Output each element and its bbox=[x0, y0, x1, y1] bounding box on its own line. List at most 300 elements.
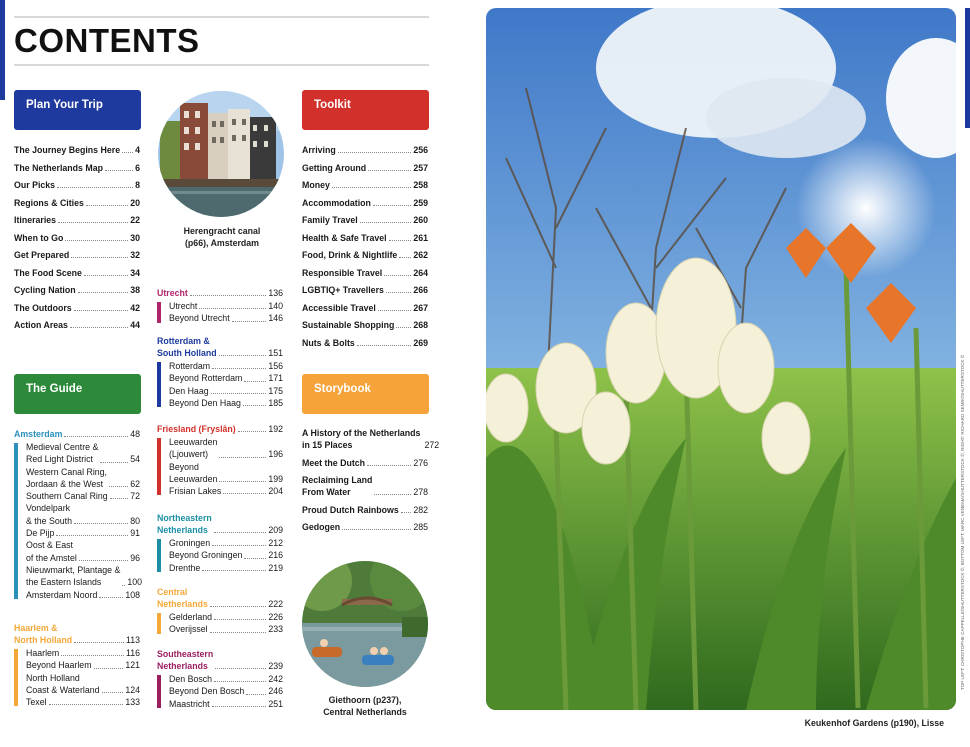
toc-entry-label: Health & Safe Travel bbox=[302, 232, 387, 243]
subsection-entry[interactable] bbox=[26, 466, 140, 491]
dot-leader bbox=[109, 486, 128, 487]
subsection-entry-label: Amsterdam Noord bbox=[26, 589, 98, 600]
toc-entry-page: 30 bbox=[130, 232, 140, 243]
storybook-entry[interactable] bbox=[302, 474, 428, 498]
subsection-entry-page: 219 bbox=[268, 562, 283, 573]
subsection-entry-label: Groningen bbox=[169, 538, 211, 548]
dot-leader bbox=[212, 706, 267, 707]
dot-leader bbox=[84, 275, 128, 276]
subsection-entry-page: 72 bbox=[130, 491, 140, 502]
toc-entry-label: Get Prepared bbox=[14, 250, 70, 260]
subsection-entry-page: 121 bbox=[125, 660, 140, 671]
plan-your-trip-list bbox=[14, 142, 140, 335]
region-heading[interactable] bbox=[157, 512, 283, 536]
toc-entry[interactable] bbox=[302, 265, 428, 283]
subsection-entry-page: 226 bbox=[268, 612, 283, 622]
subsection-entry-label: Overijssel bbox=[169, 624, 208, 635]
dot-leader bbox=[79, 560, 128, 561]
dot-leader bbox=[378, 310, 411, 311]
keukenhof-tulips-photo bbox=[486, 8, 956, 710]
subsection-entry[interactable] bbox=[169, 623, 283, 635]
keukenhof-caption: Keukenhof Gardens (p190), Lisse bbox=[804, 718, 944, 728]
toc-entry-page: 257 bbox=[413, 162, 428, 173]
herengracht-photo bbox=[158, 91, 284, 217]
toolkit-list bbox=[302, 142, 428, 352]
subsection-entry[interactable] bbox=[26, 696, 140, 708]
plan-your-trip-header: Plan Your Trip bbox=[14, 90, 141, 130]
toc-entry-label: Family Travel bbox=[302, 215, 358, 225]
dot-leader bbox=[56, 535, 128, 536]
toc-entry-page: 259 bbox=[413, 197, 428, 208]
subsection-entry-page: 156 bbox=[268, 361, 283, 371]
toc-entry-label: The Journey Begins Here bbox=[14, 145, 121, 155]
toc-entry-label: Arriving bbox=[302, 145, 336, 155]
subsection-entry-page: 80 bbox=[130, 515, 140, 526]
region-heading-page: 192 bbox=[268, 424, 283, 434]
dot-leader bbox=[74, 310, 129, 311]
region-heading-page: 136 bbox=[268, 288, 283, 298]
dot-leader bbox=[122, 152, 133, 153]
toc-entry-page: 269 bbox=[413, 337, 428, 348]
region-heading-label: Northeastern Netherlands bbox=[157, 513, 212, 535]
dot-leader bbox=[332, 187, 411, 188]
toc-entry-page: 6 bbox=[135, 162, 140, 173]
toc-entry[interactable] bbox=[14, 300, 140, 318]
giethoorn-caption: Giethoorn (p237), Central Netherlands bbox=[323, 695, 407, 717]
toc-entry[interactable] bbox=[14, 212, 140, 230]
region-color-bar bbox=[14, 649, 18, 706]
dot-leader bbox=[219, 481, 266, 482]
region-southeastern-netherlands bbox=[157, 648, 283, 710]
dot-leader bbox=[202, 570, 266, 571]
subsection-entry-label: Utrecht bbox=[169, 301, 198, 311]
storybook-entry-page: 285 bbox=[413, 522, 428, 532]
toc-entry-label: Accessible Travel bbox=[302, 302, 376, 313]
toc-entry-label: Regions & Cities bbox=[14, 197, 84, 208]
dot-leader bbox=[215, 668, 266, 669]
subsection-entry-label: Beyond Den Haag bbox=[169, 397, 241, 408]
toc-entry-page: 32 bbox=[130, 250, 140, 260]
photo-credit bbox=[958, 300, 966, 690]
toc-entry-page: 262 bbox=[413, 250, 428, 260]
dot-leader bbox=[246, 694, 266, 695]
toc-entry-label: Responsible Travel bbox=[302, 267, 383, 278]
region-subsections bbox=[157, 360, 283, 409]
dot-leader bbox=[110, 498, 129, 499]
dot-leader bbox=[100, 462, 128, 463]
subsection-entry-label: Oost & East of the Amstel bbox=[26, 540, 77, 563]
toc-entry-page: 42 bbox=[130, 302, 140, 313]
subsection-entry-page: 133 bbox=[125, 697, 140, 708]
toc-entry[interactable] bbox=[302, 247, 428, 265]
region-subsections bbox=[14, 441, 143, 601]
dot-leader bbox=[74, 523, 128, 524]
region-subsections bbox=[14, 647, 140, 708]
toc-entry-label: When to Go bbox=[14, 232, 64, 243]
photo-credit-text: TOP LEFT: CHRISTOPHE CAPPELLE/SHUTTERSTOCK ©; BOTTOM LEFT: MARC VENEMA/SHUTTERSTOCK ©; RIGHT: RICHARD SEMIK/SHUTTERSTOCK © bbox=[960, 354, 965, 690]
subsection-entry-page: 251 bbox=[268, 698, 283, 709]
dot-leader bbox=[65, 240, 128, 241]
toc-entry-label: Itineraries bbox=[14, 215, 57, 225]
region-color-bar bbox=[14, 443, 18, 599]
dot-leader bbox=[401, 512, 412, 513]
subsection-entry-page: 199 bbox=[268, 473, 283, 484]
dot-leader bbox=[223, 493, 266, 494]
region-subsections bbox=[157, 673, 283, 710]
subsection-entry-page: 108 bbox=[125, 589, 140, 600]
region-heading[interactable] bbox=[157, 648, 283, 672]
storybook-list bbox=[302, 427, 440, 539]
dot-leader bbox=[368, 170, 411, 171]
subsection-entry-page: 212 bbox=[268, 538, 283, 548]
subsection-entry[interactable] bbox=[26, 647, 140, 659]
dot-leader bbox=[389, 240, 412, 241]
subsection-entry[interactable] bbox=[169, 549, 283, 561]
toc-entry[interactable] bbox=[302, 212, 428, 230]
toc-entry[interactable] bbox=[302, 335, 428, 353]
region-heading-page: 239 bbox=[268, 661, 283, 671]
region-color-bar bbox=[157, 539, 161, 572]
subsection-entry-label: Vondelpark & the South bbox=[26, 503, 72, 526]
subsection-entry[interactable] bbox=[26, 527, 140, 539]
region-heading-page: 48 bbox=[130, 429, 140, 439]
subsection-entry[interactable] bbox=[26, 441, 140, 466]
subsection-entry[interactable] bbox=[26, 490, 140, 502]
subsection-entry-page: 216 bbox=[268, 550, 283, 561]
dot-leader bbox=[58, 222, 128, 223]
toc-entry[interactable] bbox=[14, 195, 140, 213]
subsection-entry-page: 54 bbox=[130, 454, 140, 465]
subsection-entry[interactable] bbox=[26, 659, 140, 671]
dot-leader bbox=[338, 152, 412, 153]
dot-leader bbox=[374, 494, 411, 495]
subsection-entry-page: 100 bbox=[127, 577, 143, 588]
toc-entry-page: 44 bbox=[130, 320, 140, 330]
dot-leader bbox=[244, 558, 266, 559]
toc-entry-label: The Food Scene bbox=[14, 267, 82, 278]
region-heading[interactable] bbox=[14, 622, 140, 646]
storybook-entry-label: A History of the Netherlands in 15 Places bbox=[302, 428, 421, 450]
subsection-entry[interactable] bbox=[169, 562, 283, 574]
region-subsections bbox=[157, 611, 283, 636]
toc-entry-label: Cycling Nation bbox=[14, 285, 76, 295]
region-subsections bbox=[157, 436, 283, 497]
dot-leader bbox=[61, 655, 124, 656]
toc-entry[interactable] bbox=[14, 247, 140, 265]
dot-leader bbox=[105, 170, 133, 171]
region-heading-page: 113 bbox=[125, 635, 140, 645]
right-edge-accent bbox=[965, 8, 970, 128]
subsection-entry-label: Nieuwmarkt, Plantage & the Eastern Islands bbox=[26, 564, 121, 588]
region-heading-page: 209 bbox=[268, 525, 283, 535]
region-heading-label: Friesland (Fryslân) bbox=[157, 424, 236, 434]
subsection-entry-page: 242 bbox=[268, 674, 283, 684]
toc-entry[interactable] bbox=[14, 142, 140, 160]
dot-leader bbox=[71, 257, 128, 258]
region-heading-page: 222 bbox=[268, 599, 283, 609]
toc-entry-label: Sustainable Shopping bbox=[302, 320, 395, 330]
storybook-entry[interactable] bbox=[302, 521, 428, 533]
dot-leader bbox=[367, 465, 411, 466]
toc-entry-page: 256 bbox=[413, 145, 428, 155]
region-color-bar bbox=[157, 302, 161, 323]
toc-entry[interactable] bbox=[14, 230, 140, 248]
subsection-entry[interactable] bbox=[169, 537, 283, 549]
region-color-bar bbox=[157, 613, 161, 634]
subsection-entry-page: 246 bbox=[268, 686, 283, 697]
dot-leader bbox=[219, 355, 267, 356]
subsection-entry[interactable] bbox=[26, 502, 140, 527]
region-haarlem-north-holland bbox=[14, 622, 140, 708]
dot-leader bbox=[238, 431, 267, 432]
toc-entry-page: 34 bbox=[130, 267, 140, 278]
giethoorn-photo bbox=[302, 561, 428, 687]
region-utrecht bbox=[157, 287, 283, 325]
subsection-entry[interactable] bbox=[169, 673, 283, 685]
toc-entry-label: LGBTIQ+ Travellers bbox=[302, 285, 384, 295]
storybook-entry-label: Gedogen bbox=[302, 522, 341, 532]
page-title: CONTENTS bbox=[14, 22, 200, 59]
region-rotterdam-south-holland bbox=[157, 335, 283, 409]
storybook-entry-page: 278 bbox=[413, 487, 428, 497]
the-guide-header: The Guide bbox=[14, 374, 141, 414]
subsection-entry-label: Den Haag bbox=[169, 385, 209, 396]
region-heading[interactable] bbox=[14, 428, 140, 440]
toc-entry-label: Action Areas bbox=[14, 320, 68, 330]
dot-leader bbox=[78, 292, 129, 293]
toc-entry-page: 267 bbox=[413, 302, 428, 313]
subsection-entry-label: Beyond Den Bosch bbox=[169, 686, 245, 697]
storybook-header: Storybook bbox=[302, 374, 429, 414]
toc-entry[interactable] bbox=[14, 160, 140, 178]
title-rule bbox=[14, 64, 429, 66]
subsection-entry[interactable] bbox=[169, 611, 283, 623]
subsection-entry[interactable] bbox=[26, 589, 140, 601]
dot-leader bbox=[219, 457, 266, 458]
subsection-entry-page: 91 bbox=[130, 528, 140, 539]
toc-entry-page: 261 bbox=[413, 232, 428, 243]
region-heading-label: Utrecht bbox=[157, 288, 188, 298]
region-heading[interactable] bbox=[157, 586, 283, 610]
dot-leader bbox=[396, 327, 411, 328]
toc-entry[interactable] bbox=[14, 317, 140, 335]
toc-entry[interactable] bbox=[14, 282, 140, 300]
subsection-entry-label: Gelderland bbox=[169, 612, 213, 622]
dot-leader bbox=[357, 345, 412, 346]
subsection-entry-label: North Holland Coast & Waterland bbox=[26, 672, 100, 695]
toc-entry-page: 260 bbox=[413, 215, 428, 225]
subsection-entry[interactable] bbox=[169, 436, 283, 461]
storybook-entry-label: Reclaiming Land From Water bbox=[302, 475, 373, 497]
toc-entry[interactable] bbox=[302, 195, 428, 213]
dot-leader bbox=[70, 327, 128, 328]
toc-entry-label: The Outdoors bbox=[14, 302, 72, 313]
region-heading-label: Central Netherlands bbox=[157, 587, 208, 609]
dot-leader bbox=[214, 619, 266, 620]
dot-leader bbox=[64, 436, 128, 437]
region-heading[interactable] bbox=[157, 335, 283, 359]
toc-entry-page: 8 bbox=[135, 180, 140, 190]
toc-entry-label: The Netherlands Map bbox=[14, 162, 103, 173]
toc-entry[interactable] bbox=[14, 177, 140, 195]
subsection-entry-label: Drenthe bbox=[169, 562, 201, 573]
toc-entry[interactable] bbox=[302, 300, 428, 318]
subsection-entry-page: 171 bbox=[268, 373, 283, 384]
storybook-entry[interactable] bbox=[302, 504, 428, 516]
toc-entry-page: 266 bbox=[413, 285, 428, 295]
region-heading-label: Amsterdam bbox=[14, 429, 63, 439]
subsection-entry-label: Beyond Utrecht bbox=[169, 313, 230, 324]
toc-entry-page: 264 bbox=[413, 267, 428, 278]
subsection-entry-label: Southern Canal Ring bbox=[26, 491, 108, 502]
subsection-entry-label: Beyond Haarlem bbox=[26, 660, 92, 671]
dot-leader bbox=[210, 632, 267, 633]
region-amsterdam bbox=[14, 428, 143, 601]
subsection-entry[interactable] bbox=[26, 564, 143, 589]
storybook-entry-page: 276 bbox=[413, 457, 428, 468]
subsection-entry-page: 185 bbox=[268, 397, 283, 408]
toc-entry-label: Food, Drink & Nightlife bbox=[302, 250, 398, 260]
subsection-entry-label: De Pijp bbox=[26, 528, 55, 539]
subsection-entry-label: Beyond Leeuwarden bbox=[169, 461, 218, 484]
toc-entry-page: 4 bbox=[135, 145, 140, 155]
toc-entry-page: 20 bbox=[130, 197, 140, 208]
region-northeastern-netherlands bbox=[157, 512, 283, 574]
toc-entry-page: 258 bbox=[413, 180, 428, 190]
region-heading-label: Rotterdam & South Holland bbox=[157, 336, 217, 358]
region-heading-label: Southeastern Netherlands bbox=[157, 649, 214, 671]
toc-entry[interactable] bbox=[302, 282, 428, 300]
dot-leader bbox=[243, 405, 266, 406]
dot-leader bbox=[399, 257, 411, 258]
subsection-entry-label: Leeuwarden (Ljouwert) bbox=[169, 437, 218, 460]
region-heading[interactable] bbox=[157, 423, 283, 435]
toc-entry-label: Accommodation bbox=[302, 197, 371, 208]
toc-entry-page: 268 bbox=[413, 320, 428, 330]
subsection-entry-label: Western Canal Ring, Jordaan & the West bbox=[26, 466, 108, 489]
dot-leader bbox=[214, 532, 267, 533]
subsection-entry[interactable] bbox=[26, 672, 140, 697]
subsection-entry-page: 146 bbox=[268, 313, 283, 324]
region-heading[interactable] bbox=[157, 287, 283, 299]
dot-leader bbox=[211, 393, 267, 394]
toc-entry[interactable] bbox=[302, 160, 428, 178]
subsection-entry-page: 204 bbox=[268, 486, 283, 497]
left-edge-accent bbox=[0, 0, 5, 100]
subsection-entry[interactable] bbox=[169, 385, 283, 397]
dot-leader bbox=[212, 368, 266, 369]
dot-leader bbox=[86, 205, 128, 206]
dot-leader bbox=[360, 222, 412, 223]
storybook-entry[interactable] bbox=[302, 427, 440, 451]
dot-leader bbox=[384, 275, 411, 276]
storybook-entry-page: 272 bbox=[424, 440, 440, 450]
subsection-entry-label: Texel bbox=[26, 697, 47, 708]
subsection-entry-page: 116 bbox=[125, 648, 140, 658]
dot-leader bbox=[99, 597, 123, 598]
toc-entry[interactable] bbox=[302, 142, 428, 160]
dot-leader bbox=[386, 292, 411, 293]
toc-entry[interactable] bbox=[302, 317, 428, 335]
region-central-netherlands bbox=[157, 586, 283, 636]
subsection-entry-page: 233 bbox=[268, 624, 283, 635]
subsection-entry-label: Rotterdam bbox=[169, 361, 211, 371]
toc-entry[interactable] bbox=[302, 230, 428, 248]
subsection-entry-label: Beyond Groningen bbox=[169, 550, 243, 561]
toolkit-header: Toolkit bbox=[302, 90, 429, 130]
dot-leader bbox=[190, 295, 267, 296]
toc-entry[interactable] bbox=[14, 265, 140, 283]
subsection-entry-page: 175 bbox=[268, 385, 283, 396]
dot-leader bbox=[122, 585, 125, 586]
toc-entry-label: Nuts & Bolts bbox=[302, 337, 355, 348]
top-rule bbox=[14, 16, 429, 18]
subsection-entry-page: 140 bbox=[268, 301, 283, 311]
dot-leader bbox=[210, 606, 266, 607]
dot-leader bbox=[232, 321, 267, 322]
dot-leader bbox=[244, 381, 266, 382]
subsection-entry[interactable] bbox=[169, 312, 283, 324]
subsection-entry[interactable] bbox=[169, 372, 283, 384]
toc-entry-label: Money bbox=[302, 180, 330, 190]
region-color-bar bbox=[157, 362, 161, 407]
region-heading-page: 151 bbox=[268, 348, 283, 358]
region-color-bar bbox=[157, 675, 161, 708]
dot-leader bbox=[49, 704, 124, 705]
subsection-entry-label: Den Bosch bbox=[169, 674, 213, 684]
dot-leader bbox=[199, 308, 266, 309]
toc-entry-page: 22 bbox=[130, 215, 140, 225]
storybook-entry-page: 282 bbox=[413, 504, 428, 515]
subsection-entry[interactable] bbox=[169, 397, 283, 409]
subsection-entry-label: Beyond Rotterdam bbox=[169, 373, 243, 384]
dot-leader bbox=[102, 692, 124, 693]
region-color-bar bbox=[157, 438, 161, 495]
subsection-entry-page: 96 bbox=[130, 552, 140, 563]
dot-leader bbox=[342, 529, 411, 530]
subsection-entry[interactable] bbox=[169, 461, 283, 486]
toc-entry-label: Getting Around bbox=[302, 162, 367, 173]
storybook-entry-label: Proud Dutch Rainbows bbox=[302, 504, 399, 515]
subsection-entry-label: Frisian Lakes bbox=[169, 486, 222, 497]
dot-leader bbox=[74, 642, 124, 643]
subsection-entry-label: Medieval Centre & Red Light District bbox=[26, 442, 99, 465]
dot-leader bbox=[214, 681, 266, 682]
subsection-entry[interactable] bbox=[169, 685, 283, 697]
storybook-entry[interactable] bbox=[302, 457, 428, 469]
subsection-entry-page: 124 bbox=[125, 684, 140, 695]
dot-leader bbox=[57, 187, 133, 188]
subsection-entry[interactable] bbox=[26, 539, 140, 564]
toc-entry-page: 38 bbox=[130, 285, 140, 295]
region-subsections bbox=[157, 537, 283, 574]
subsection-entry[interactable] bbox=[169, 485, 283, 497]
subsection-entry-page: 196 bbox=[268, 449, 283, 460]
region-heading-label: Haarlem & North Holland bbox=[14, 623, 73, 645]
subsection-entry-label: Haarlem bbox=[26, 648, 60, 658]
dot-leader bbox=[94, 668, 124, 669]
subsection-entry[interactable] bbox=[169, 300, 283, 312]
dot-leader bbox=[373, 205, 411, 206]
subsection-entry[interactable] bbox=[169, 698, 283, 710]
subsection-entry[interactable] bbox=[169, 360, 283, 372]
toc-entry[interactable] bbox=[302, 177, 428, 195]
toc-entry-label: Our Picks bbox=[14, 180, 56, 190]
herengracht-caption: Herengracht canal (p66), Amsterdam bbox=[183, 226, 261, 248]
dot-leader bbox=[212, 545, 266, 546]
storybook-entry-label: Meet the Dutch bbox=[302, 457, 366, 468]
region-friesland bbox=[157, 423, 283, 497]
